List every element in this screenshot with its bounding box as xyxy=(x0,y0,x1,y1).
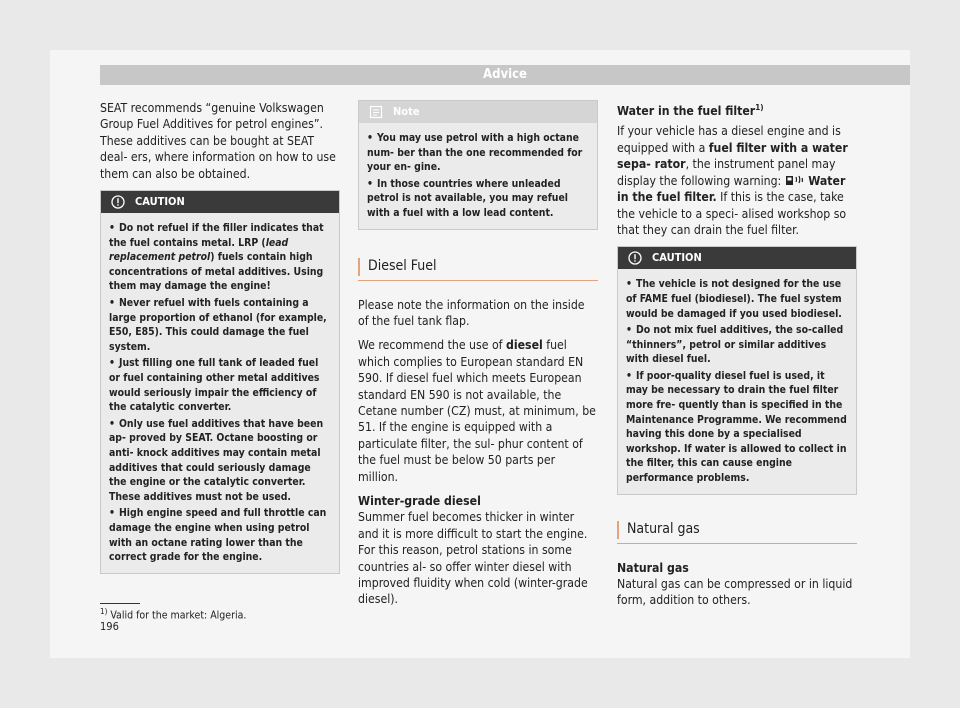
winter-heading: Winter-grade diesel xyxy=(358,494,481,509)
caution-box xyxy=(100,190,340,574)
caution-item: • Do not mix fuel additives, the so-called “thinners”, petrol or similar additives with diesel fuel. xyxy=(626,324,844,366)
caution-label: CAUTION xyxy=(135,195,185,209)
caution-item: • Never refuel with fuels containing a large proportion of ethanol (for example, E50, E85). This could damage the fuel system. xyxy=(109,297,327,353)
water-paragraph: If your vehicle has a diesel engine and is equipped with a fuel filter with a water sepa- rator, the instrument panel may display the following warning: Water in the fuel filter. If this is the case, take the vehicle to a speci- alised workshop so that they can drain the fuel filter. xyxy=(617,124,848,237)
note-label: Note xyxy=(393,105,420,118)
caution-header xyxy=(101,191,339,213)
caution-item: • Only use fuel additives that have been ap- proved by SEAT. Octane boosting or anti- knock additives may contain metal additives that could seriously damage the engine or the catalytic converter. These additives must not be used. xyxy=(109,417,324,503)
note-icon xyxy=(369,105,383,119)
gas-paragraph: Natural gas can be compressed or in liquid form, addition to others. xyxy=(617,577,853,608)
water-heading: Water in the fuel filter$^{1)}$ xyxy=(617,103,764,119)
caution-header xyxy=(618,247,856,269)
diesel-paragraph-2: We recommend the use of diesel fuel which complies to European standard EN 590. If diesel fuel which meets European standard EN 590 is not available, the Cetane number (CZ) must, at minimum, be 51. If the engine is equipped with a particulate filter, the sul- phur content of the fuel must be below 50 parts per million. xyxy=(358,338,596,484)
caution-item: • The vehicle is not designed for the use of FAME fuel (biodiesel). The fuel system would be damaged if you used biodiesel. xyxy=(626,278,842,320)
caution-item: • Do not refuel if the filler indicates that the fuel contains metal. LRP (lead replacement petrol) fuels contain high concentrations of metal additives. Using them may damage the engine! xyxy=(109,222,324,293)
section-title-natural-gas: Natural gas xyxy=(617,521,857,544)
fuel-filter-water-icon xyxy=(785,174,805,186)
page-number: 196 xyxy=(100,620,119,633)
page-header: Advice xyxy=(100,65,910,85)
column-middle xyxy=(358,100,598,616)
intro-paragraph: SEAT recommends “genuine Volkswagen Group Fuel Additives for petrol engines”. These additives can be bought at SEAT deal- ers, where information on how to use them can also be obtained. xyxy=(100,101,336,181)
winter-paragraph: Summer fuel becomes thicker in winter and it is more difficult to start the engine. For this reason, petrol stations in some countries al- so offer winter diesel with improved fluidity when cold (winter-grade diesel). xyxy=(358,510,588,607)
diesel-paragraph-1: Please note the information on the inside of the fuel tank flap. xyxy=(358,297,585,328)
caution-item: • High engine speed and full throttle can damage the engine when using petrol with an octane rating lower than the correct grade for the engine. xyxy=(109,507,327,564)
section-title-diesel: Diesel Fuel xyxy=(358,258,598,281)
gas-subheading: Natural gas xyxy=(617,560,689,575)
caution-item: • Just filling one full tank of leaded fuel or fuel containing other metal additives would seriously impair the efficiency of the catalytic converter. xyxy=(109,357,320,414)
caution-icon xyxy=(628,251,642,265)
note-item: • You may use petrol with a high octane num- ber than the one recommended for your en- gine. xyxy=(367,132,583,174)
caution-label: CAUTION xyxy=(652,251,702,265)
footnote: $^{1)}$ Valid for the market: Algeria. xyxy=(100,607,247,622)
caution-item: • If poor-quality diesel fuel is used, it may be necessary to drain the fuel filter more fre- quently than is specified in the Maintenance Programme. We recommend having this done by a specialised workshop. If water is allowed to collect in the filter, this can cause engine performance problems. xyxy=(626,369,847,485)
column-right xyxy=(617,100,857,617)
note-header xyxy=(359,101,597,123)
note-box xyxy=(358,100,598,230)
caution-box-diesel xyxy=(617,246,857,494)
column-left xyxy=(100,100,340,584)
caution-icon xyxy=(111,195,125,209)
manual-page xyxy=(50,50,910,658)
note-item: • In those countries where unleaded petrol is not available, you may refuel with a fuel with a low lead content. xyxy=(367,177,568,219)
footnote-rule xyxy=(100,603,140,604)
